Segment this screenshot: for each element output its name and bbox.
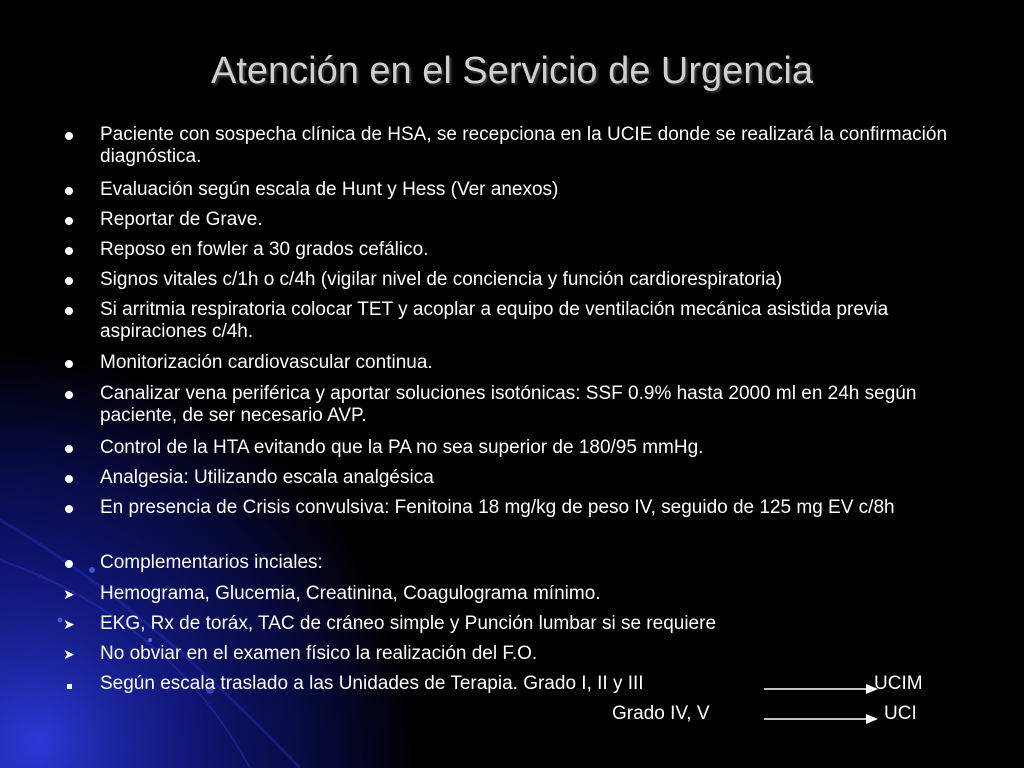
bullet-dot-icon <box>62 352 76 374</box>
list-item <box>100 124 960 168</box>
destination-ucim: UCIM <box>874 673 923 694</box>
sub-list-item <box>63 583 960 605</box>
list-item-text: Paciente con sospecha clínica de HSA, se recepciona en la UCIE donde se realizará la confirmación diagnóstica. <box>100 124 948 167</box>
sub-list-item-text: Hemograma, Glucemia, Creatinina, Coagulograma mínimo. <box>100 583 601 604</box>
chevron-right-icon: ➤ <box>63 616 75 632</box>
list-item <box>100 209 960 231</box>
arrow-icon <box>762 682 880 696</box>
list-item <box>100 299 960 343</box>
list-item <box>100 179 960 201</box>
bullet-dot-icon <box>62 209 76 231</box>
sub-list-item-text: EKG, Rx de toráx, TAC de cráneo simple y Punción lumbar si se requiere <box>100 613 717 634</box>
list-item-text: Evaluación según escala de Hunt y Hess (Ver anexos) <box>100 179 559 200</box>
bullet-dot-icon <box>62 497 76 519</box>
list-item <box>100 383 960 427</box>
sub-list-item-text: No obviar en el examen físico la realización del F.O. <box>100 643 538 664</box>
list-item <box>100 269 960 291</box>
arrow-icon <box>762 712 880 726</box>
sub-list-item <box>63 613 960 635</box>
list-item <box>100 467 960 489</box>
list-item-text: Reportar de Grave. <box>100 209 263 230</box>
bullet-dot-icon <box>62 383 76 405</box>
bullet-dot-icon <box>62 437 76 459</box>
list-item <box>100 497 960 519</box>
chevron-right-icon: ➤ <box>63 586 75 602</box>
list-item-text: Signos vitales c/1h o c/4h (vigilar nivel de conciencia y función cardiorespiratoria) <box>100 269 783 290</box>
list-item-text: Complementarios inciales: <box>100 552 323 573</box>
list-item <box>100 437 960 459</box>
list-item <box>100 552 960 574</box>
list-item-text: Analgesia: Utilizando escala analgésica <box>100 467 434 488</box>
list-item <box>100 239 960 261</box>
slide-title: Atención en el Servicio de Urgencia <box>210 50 813 92</box>
list-item-text: Si arritmia respiratoria colocar TET y acoplar a equipo de ventilación mecánica asistida previa aspiraciones c/4h. <box>100 299 889 342</box>
bullet-dot-icon <box>62 124 76 146</box>
bullet-dot-icon <box>62 467 76 489</box>
destination-uci: UCI <box>884 703 917 724</box>
list-item-text: En presencia de Crisis convulsiva: Fenitoina 18 mg/kg de peso IV, seguido de 125 mg EV c/8h <box>100 497 895 518</box>
sub-list-item <box>63 643 960 665</box>
chevron-right-icon: ➤ <box>63 646 75 662</box>
bullet-dot-icon <box>62 179 76 201</box>
list-item-text: Canalizar vena periférica y aportar soluciones isotónicas: SSF 0.9% hasta 2000 ml en 24h según paciente, de ser necesario AVP. <box>100 383 917 426</box>
bullet-dot-icon <box>62 239 76 261</box>
list-item <box>100 352 960 374</box>
square-bullet-icon <box>62 673 76 695</box>
list-item-text: Reposo en fowler a 30 grados cefálico. <box>100 239 429 260</box>
grade-iv-v-label: Grado IV, V <box>612 703 710 724</box>
list-item-text: Control de la HTA evitando que la PA no sea superior de 180/95 mmHg. <box>100 437 704 458</box>
bullet-dot-icon <box>62 269 76 291</box>
bullet-dot-icon <box>62 299 76 321</box>
transfer-text: Según escala traslado a las Unidades de Terapia. Grado I, II y III <box>100 673 644 694</box>
list-item-text: Monitorización cardiovascular continua. <box>100 352 433 373</box>
bullet-dot-icon <box>62 552 76 574</box>
